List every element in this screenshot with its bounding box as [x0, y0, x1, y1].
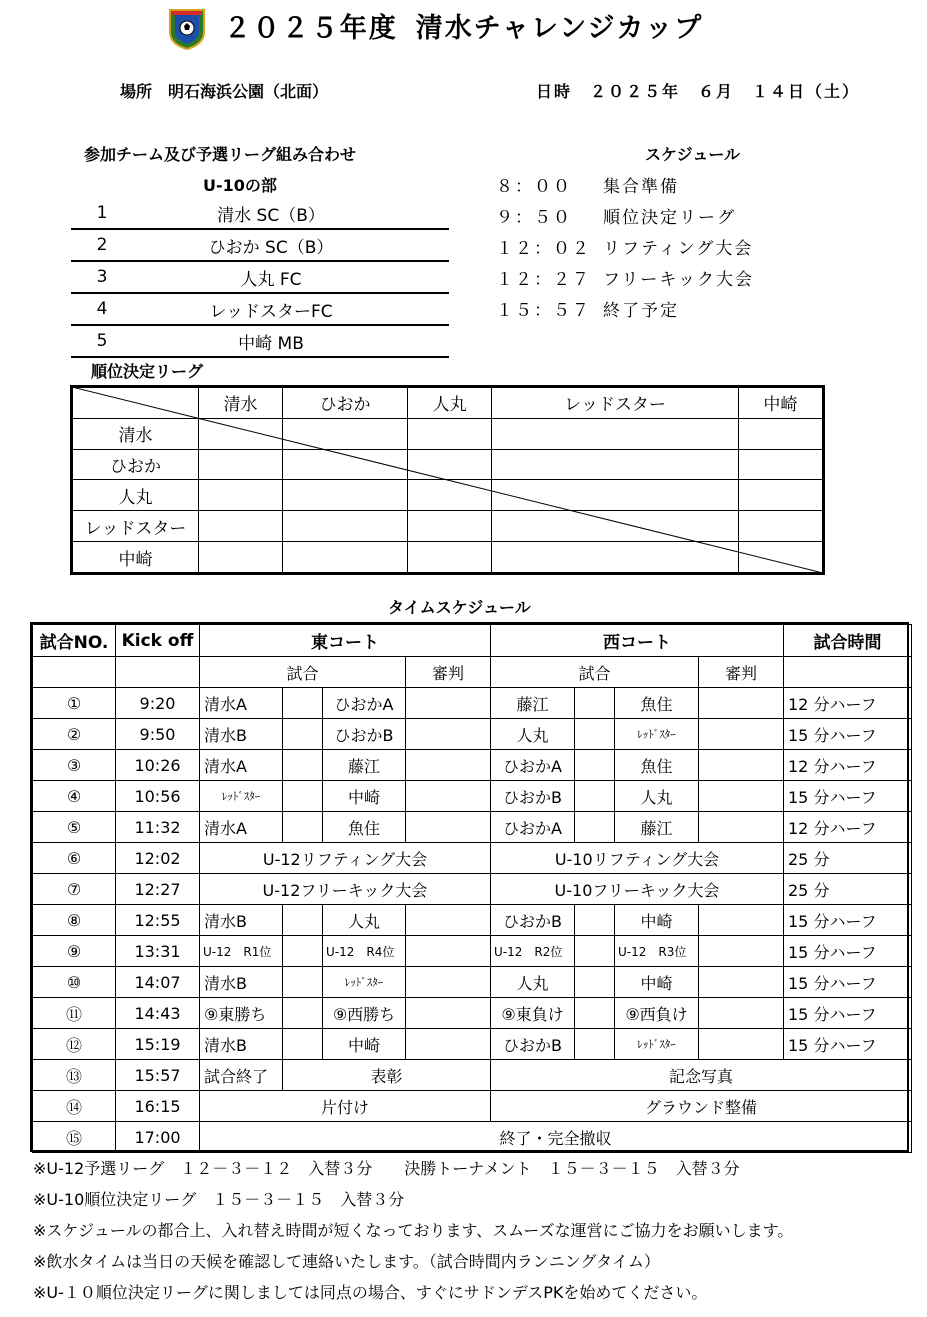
team-row [71, 230, 449, 262]
match-no: ⑥ [33, 843, 116, 874]
vs-cell [283, 812, 323, 843]
league-row-header: ひおか [73, 449, 199, 480]
table-row [33, 1029, 912, 1060]
note-line: ※U-10順位決定リーグ １５－３－１５ 入替３分 [33, 1190, 405, 1209]
team-row [71, 326, 449, 358]
east-referee [406, 1029, 491, 1060]
note-line: ※U-１０順位決定リーグに関しましては同点の場合、すぐにサドンデスPKを始めてください。 [33, 1283, 708, 1302]
match-no: ③ [33, 750, 116, 781]
west-referee [699, 750, 784, 781]
league-cell [492, 418, 739, 449]
schedule-event: リフティング大会 [603, 239, 754, 259]
east-team-2: 人丸 [323, 905, 406, 936]
west-team-2: 魚住 [615, 688, 699, 719]
team-row [71, 294, 449, 326]
schedule-event: フリーキック大会 [603, 270, 754, 290]
team-row [71, 198, 449, 230]
league-cell [408, 542, 492, 573]
kickoff-time: 17:00 [116, 1122, 200, 1153]
ts-blank [784, 657, 912, 688]
league-row [73, 542, 823, 573]
east-team-1: ﾚｯﾄﾞｽﾀｰ [200, 781, 283, 812]
kickoff-time: 10:26 [116, 750, 200, 781]
vs-cell [575, 936, 615, 967]
east-team-1: 清水A [200, 750, 283, 781]
west-referee [699, 812, 784, 843]
league-table [70, 385, 825, 575]
vs-cell [575, 812, 615, 843]
west-team-1: 人丸 [491, 719, 575, 750]
league-row [73, 418, 823, 449]
league-col-header: 清水 [199, 388, 283, 419]
ts-header-no: 試合NO. [33, 625, 116, 657]
vs-cell [283, 967, 323, 998]
teams-heading: 参加チーム及び予選リーグ組み合わせ [84, 145, 357, 164]
table-row [33, 750, 912, 781]
league-row-header: 人丸 [73, 480, 199, 511]
league-cell [283, 511, 408, 542]
schedule-time: ８：００ [496, 177, 572, 197]
table-row [33, 781, 912, 812]
east-referee [406, 967, 491, 998]
east-team-2: ひおかB [323, 719, 406, 750]
schedule-time: １２：０２ [496, 239, 591, 259]
place-info [120, 79, 328, 102]
vs-cell [575, 967, 615, 998]
table-row [33, 843, 912, 874]
league-cell [408, 511, 492, 542]
kickoff-time: 10:56 [116, 781, 200, 812]
east-team-1: ⑨東勝ち [200, 998, 283, 1029]
ts-header-west: 西コート [491, 625, 784, 657]
title-year: ２０２５年度 [223, 13, 398, 44]
league-cell [283, 418, 408, 449]
match-duration: 12 分ハーフ [784, 750, 912, 781]
schedule-event: 順位決定リーグ [603, 208, 736, 228]
award-ceremony: 表彰 [283, 1060, 491, 1091]
west-referee [699, 719, 784, 750]
league-row-header: レッドスター [73, 511, 199, 542]
match-no: ① [33, 688, 116, 719]
league-cell [738, 542, 822, 573]
west-event: U-10リフティング大会 [491, 843, 784, 874]
west-team-1: ひおかB [491, 1029, 575, 1060]
ts-header-kickoff: Kick off [116, 625, 200, 657]
west-team-1: ひおかB [491, 905, 575, 936]
table-row [33, 688, 912, 719]
kickoff-time: 9:50 [116, 719, 200, 750]
team-number: 4 [96, 299, 108, 319]
east-team-1: 清水B [200, 719, 283, 750]
match-no: ⑪ [33, 998, 116, 1029]
schedule-event: 集合準備 [603, 177, 679, 197]
league-row [73, 449, 823, 480]
east-event: U-12リフティング大会 [200, 843, 491, 874]
east-referee [406, 936, 491, 967]
east-team-2: ⑨西勝ち [323, 998, 406, 1029]
east-referee [406, 688, 491, 719]
east-team-2: ﾚｯﾄﾞｽﾀｰ [323, 967, 406, 998]
west-team-2: ⑨西負け [615, 998, 699, 1029]
league-cell [283, 449, 408, 480]
west-referee [699, 781, 784, 812]
vs-cell [575, 781, 615, 812]
league-cell [408, 449, 492, 480]
west-team-1: ひおかB [491, 781, 575, 812]
east-team-2: 魚住 [323, 812, 406, 843]
ts-subheader-row [33, 657, 912, 688]
vs-cell [575, 688, 615, 719]
league-cell [492, 449, 739, 480]
match-no: ⑭ [33, 1091, 116, 1122]
west-team-2: 中崎 [615, 905, 699, 936]
date-info [536, 79, 860, 102]
west-referee [699, 688, 784, 719]
league-cell [738, 449, 822, 480]
ts-blank [33, 657, 116, 688]
east-team-2: 中崎 [323, 1029, 406, 1060]
schedule-heading: スケジュール [645, 145, 741, 164]
team-number: 5 [96, 331, 108, 351]
east-team-2: 中崎 [323, 781, 406, 812]
schedule-time: １２：２７ [496, 270, 591, 290]
league-row [73, 480, 823, 511]
league-header-row [73, 388, 823, 419]
match-no: ⑧ [33, 905, 116, 936]
league-cell [492, 542, 739, 573]
kickoff-time: 12:27 [116, 874, 200, 905]
team-name: 中崎 MB [238, 333, 304, 354]
league-cell [199, 480, 283, 511]
league-cell [199, 542, 283, 573]
u10-heading: U-10の部 [203, 176, 277, 195]
vs-cell [283, 1029, 323, 1060]
ts-blank [116, 657, 200, 688]
vs-cell [283, 781, 323, 812]
west-team-2: 人丸 [615, 781, 699, 812]
table-row [33, 967, 912, 998]
match-no: ⑫ [33, 1029, 116, 1060]
west-team-1: ひおかA [491, 750, 575, 781]
league-cell [738, 511, 822, 542]
ts-header-row [33, 625, 912, 657]
cleanup: 片付け [200, 1091, 491, 1122]
kickoff-time: 15:57 [116, 1060, 200, 1091]
match-duration: 15 分ハーフ [784, 719, 912, 750]
title-name: 清水チャレンジカップ [415, 13, 704, 44]
kickoff-time: 9:20 [116, 688, 200, 719]
east-team-1: 清水B [200, 905, 283, 936]
east-referee [406, 719, 491, 750]
note-line: ※飲水タイムは当日の天候を確認して連絡いたします。（試合時間内ランニングタイム） [33, 1252, 660, 1271]
league-col-header: 中崎 [738, 388, 822, 419]
match-no: ② [33, 719, 116, 750]
match-duration: 15 分ハーフ [784, 781, 912, 812]
west-team-1: 藤江 [491, 688, 575, 719]
west-team-1: ⑨東負け [491, 998, 575, 1029]
league-cell [199, 449, 283, 480]
league-cell [199, 511, 283, 542]
schedule-time: １５：５７ [496, 301, 591, 321]
league-col-header: ひおか [283, 388, 408, 419]
league-cell [738, 418, 822, 449]
east-team-2: 藤江 [323, 750, 406, 781]
match-no: ⑤ [33, 812, 116, 843]
ts-sub-match: 試合 [200, 657, 406, 688]
team-row [71, 262, 449, 294]
team-number: 2 [96, 235, 108, 255]
match-no: ⑬ [33, 1060, 116, 1091]
west-event: U-10フリーキック大会 [491, 874, 784, 905]
table-row [33, 874, 912, 905]
match-duration: 15 分ハーフ [784, 905, 912, 936]
table-row [33, 1122, 912, 1153]
west-team-2: U-12 R3位 [615, 936, 699, 967]
west-team-2: ﾚｯﾄﾞｽﾀｰ [615, 719, 699, 750]
team-name: 清水 SC（B） [217, 205, 325, 226]
vs-cell [283, 936, 323, 967]
kickoff-time: 12:55 [116, 905, 200, 936]
ts-header-time: 試合時間 [784, 625, 912, 657]
team-number: 3 [96, 267, 108, 287]
ts-header-east: 東コート [200, 625, 491, 657]
league-col-header: レッドスター [492, 388, 739, 419]
league-col-header: 人丸 [408, 388, 492, 419]
date-label: 日時 [536, 82, 573, 101]
match-no: ⑨ [33, 936, 116, 967]
match-duration: 25 分 [784, 874, 912, 905]
kickoff-time: 13:31 [116, 936, 200, 967]
commemorative-photo: 記念写真 [491, 1060, 912, 1091]
match-no: ④ [33, 781, 116, 812]
ts-sub-ref: 審判 [406, 657, 491, 688]
west-team-2: 藤江 [615, 812, 699, 843]
match-duration: 15 分ハーフ [784, 936, 912, 967]
match-duration: 12 分ハーフ [784, 688, 912, 719]
east-team-2: U-12 R4位 [323, 936, 406, 967]
team-name: ひおか SC（B） [208, 237, 334, 258]
match-duration: 15 分ハーフ [784, 1029, 912, 1060]
vs-cell [283, 905, 323, 936]
east-team-1: 清水A [200, 688, 283, 719]
east-team-1: 清水A [200, 812, 283, 843]
match-no: ⑩ [33, 967, 116, 998]
vs-cell [575, 1029, 615, 1060]
east-referee [406, 750, 491, 781]
league-cell [283, 480, 408, 511]
west-team-2: 魚住 [615, 750, 699, 781]
east-referee [406, 905, 491, 936]
time-schedule-table [30, 622, 909, 1152]
match-duration: 25 分 [784, 843, 912, 874]
east-event: U-12フリーキック大会 [200, 874, 491, 905]
team-name: 人丸 FC [240, 269, 302, 290]
league-cell [408, 418, 492, 449]
table-row [33, 1060, 912, 1091]
page-title [0, 6, 927, 45]
kickoff-time: 14:43 [116, 998, 200, 1029]
table-row [33, 905, 912, 936]
match-duration: 15 分ハーフ [784, 967, 912, 998]
east-referee [406, 812, 491, 843]
note-line: ※スケジュールの都合上、入れ替え時間が短くなっております、スムーズな運営にご協力をお願いします。 [33, 1221, 794, 1240]
league-cell [492, 511, 739, 542]
schedule-event: 終了予定 [603, 301, 679, 321]
vs-cell [283, 688, 323, 719]
note-line: ※U-12予選リーグ １２－３－１２ 入替３分 決勝トーナメント １５－３－１５ 入替３分 [33, 1159, 740, 1178]
west-referee [699, 1029, 784, 1060]
team-list [71, 198, 449, 358]
vs-cell [283, 750, 323, 781]
kickoff-time: 12:02 [116, 843, 200, 874]
west-team-1: U-12 R2位 [491, 936, 575, 967]
league-cell [283, 542, 408, 573]
west-referee [699, 967, 784, 998]
west-team-2: ﾚｯﾄﾞｽﾀｰ [615, 1029, 699, 1060]
league-corner-cell [73, 388, 199, 419]
east-team-1: 清水B [200, 967, 283, 998]
league-cell [199, 418, 283, 449]
table-row [33, 998, 912, 1029]
league-cell [738, 480, 822, 511]
table-row [33, 812, 912, 843]
match-duration: 12 分ハーフ [784, 812, 912, 843]
table-row [33, 1091, 912, 1122]
ts-sub-match: 試合 [491, 657, 699, 688]
west-team-2: 中崎 [615, 967, 699, 998]
schedule-time: ９：５０ [496, 208, 572, 228]
east-team-1: U-12 R1位 [200, 936, 283, 967]
ts-sub-ref: 審判 [699, 657, 784, 688]
league-row-header: 中崎 [73, 542, 199, 573]
league-cell [408, 480, 492, 511]
match-end-label: 試合終了 [200, 1060, 283, 1091]
east-team-1: 清水B [200, 1029, 283, 1060]
match-no: ⑦ [33, 874, 116, 905]
vs-cell [575, 750, 615, 781]
east-team-2: ひおかA [323, 688, 406, 719]
vs-cell [575, 998, 615, 1029]
ground-maintenance: グラウンド整備 [491, 1091, 912, 1122]
west-team-1: ひおかA [491, 812, 575, 843]
league-row [73, 511, 823, 542]
team-name: レッドスターFC [209, 301, 333, 322]
league-cell [492, 480, 739, 511]
east-referee [406, 998, 491, 1029]
place-value: 明石海浜公園（北面） [168, 82, 329, 101]
vs-cell [283, 998, 323, 1029]
final-closing: 終了・完全撤収 [200, 1122, 912, 1153]
west-referee [699, 905, 784, 936]
west-referee [699, 998, 784, 1029]
east-referee [406, 781, 491, 812]
vs-cell [283, 719, 323, 750]
league-heading: 順位決定リーグ [91, 362, 204, 381]
kickoff-time: 16:15 [116, 1091, 200, 1122]
team-number: 1 [96, 203, 108, 223]
kickoff-time: 15:19 [116, 1029, 200, 1060]
match-no: ⑮ [33, 1122, 116, 1153]
west-team-1: 人丸 [491, 967, 575, 998]
date-value: ２０２５年 ６月 １４日（土） [590, 82, 861, 101]
timeschedule-heading: タイムスケジュール [388, 598, 531, 617]
place-label: 場所 [120, 82, 153, 101]
kickoff-time: 11:32 [116, 812, 200, 843]
match-duration: 15 分ハーフ [784, 998, 912, 1029]
table-row [33, 719, 912, 750]
table-row [33, 936, 912, 967]
kickoff-time: 14:07 [116, 967, 200, 998]
vs-cell [575, 719, 615, 750]
vs-cell [575, 905, 615, 936]
west-referee [699, 936, 784, 967]
league-row-header: 清水 [73, 418, 199, 449]
